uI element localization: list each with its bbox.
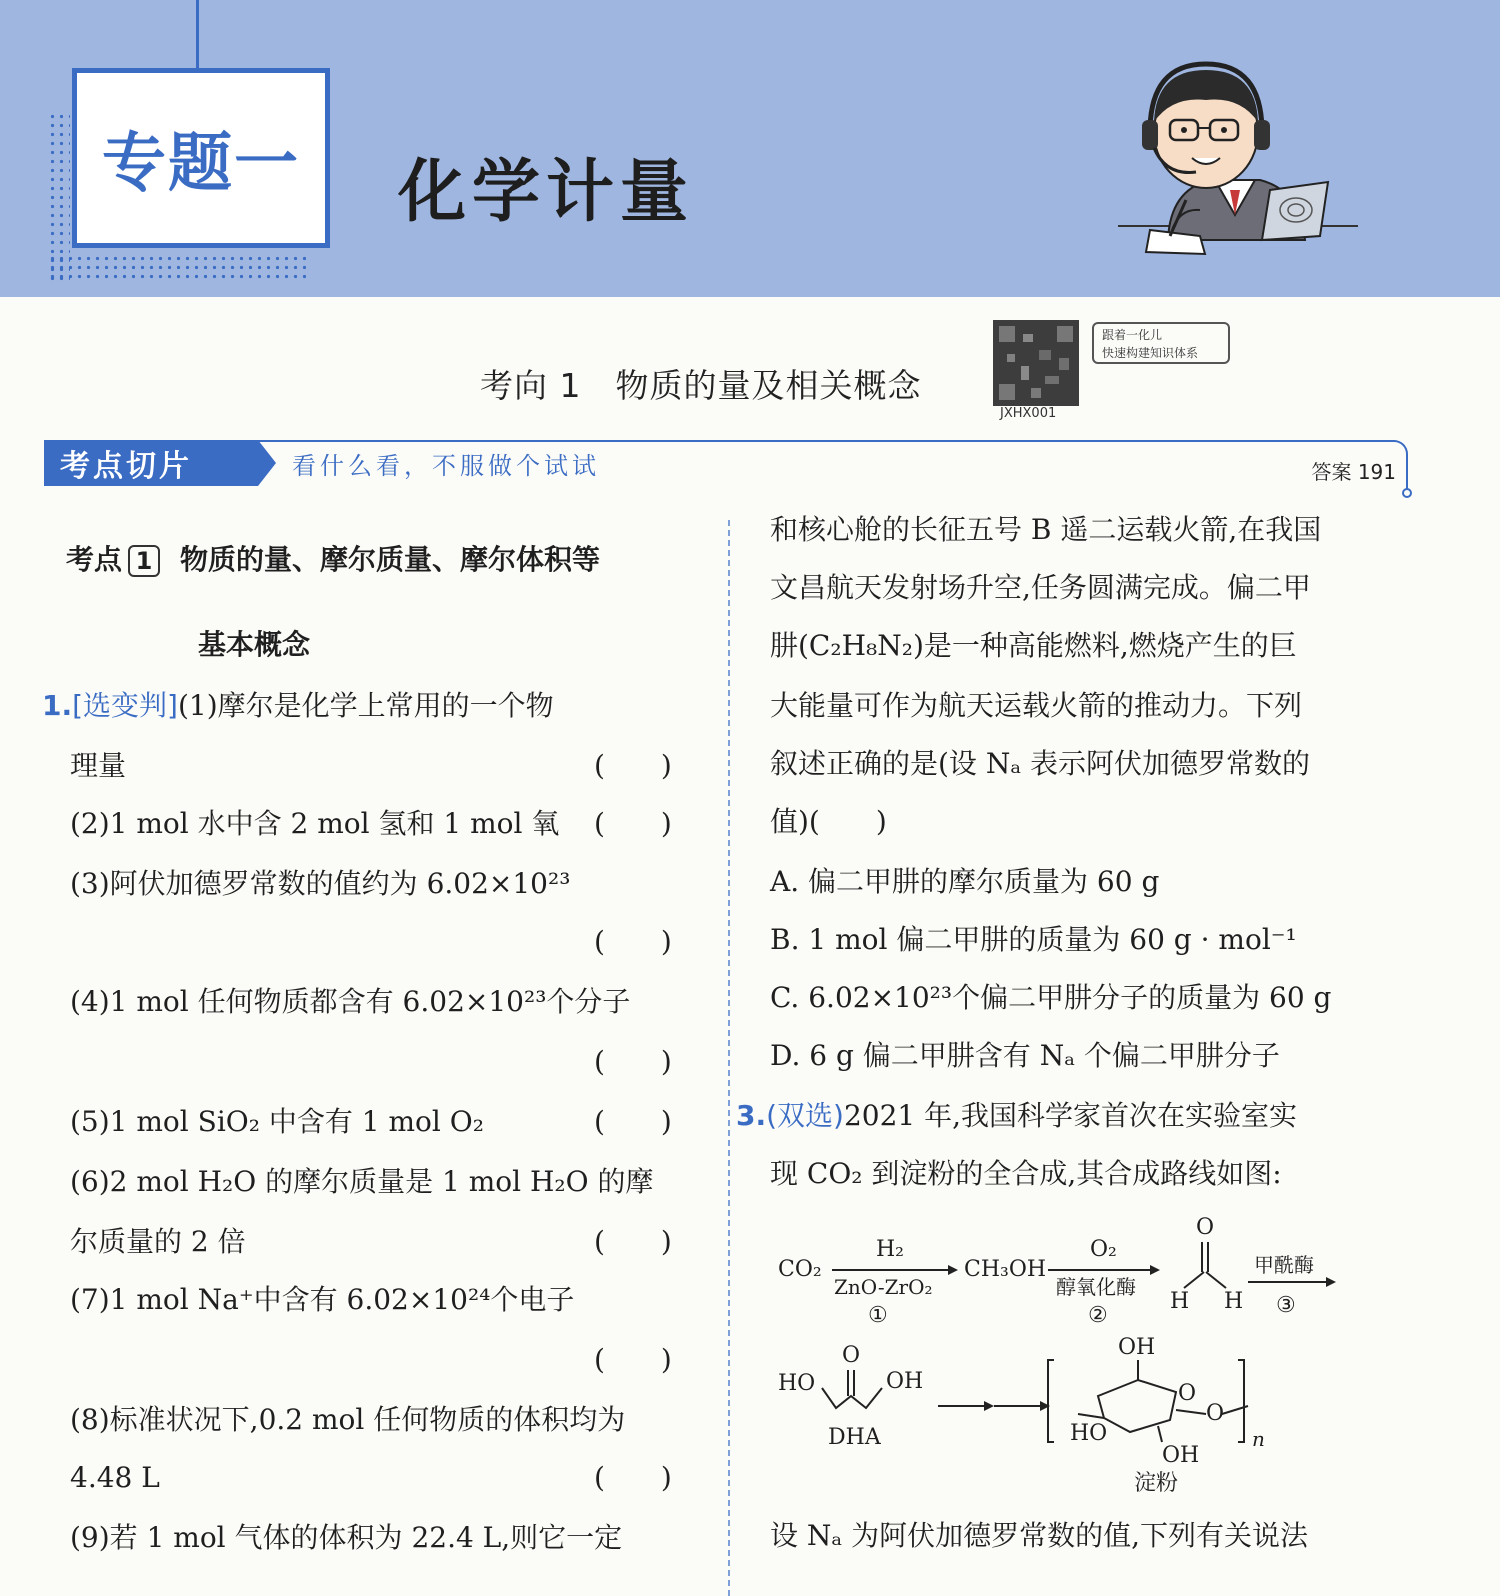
qr-tip-line: 跟着一化儿 (1102, 328, 1163, 342)
kaodian-slogan: 看什么看，不服做个试试 (292, 452, 600, 480)
column-divider (728, 520, 730, 1596)
starch-ring-o: O (1178, 1381, 1197, 1406)
qr-code-icon[interactable] (993, 320, 1079, 406)
dha-label: DHA (828, 1425, 881, 1450)
kaodian-title: 物质的量、摩尔质量、摩尔体积等 (180, 543, 601, 576)
question-text: (1)摩尔是化学上常用的一个物 (177, 689, 554, 722)
question-text: (2)1 mol 水中含 2 mol 氢和 1 mol 氧 (70, 807, 560, 840)
qr-code-id: JXHX001 (1000, 406, 1057, 421)
bar-end-dot (1402, 488, 1412, 498)
option-c[interactable]: C. 6.02×10²³个偏二甲肼分子的质量为 60 g (770, 981, 1332, 1014)
question-text: 2021 年,我国科学家首次在实验室实 (843, 1099, 1298, 1132)
question-text: 4.48 L (70, 1461, 160, 1494)
question-number: 1. (42, 689, 73, 722)
enzyme-2-label: 醇氧化酶 (1056, 1275, 1136, 1299)
question-text: 值)( ) (770, 805, 887, 838)
enzyme-3-label: 甲酰酶 (1254, 1253, 1314, 1277)
topic-label-box (72, 68, 330, 248)
topic-label: 专题一 (102, 127, 300, 201)
question-text: 理量 (70, 749, 127, 782)
question-tag: [选变判] (72, 689, 178, 722)
h2-label: H₂ (876, 1237, 905, 1262)
question-text: (9)若 1 mol 气体的体积为 22.4 L,则它一定 (70, 1521, 623, 1554)
kaodian-number: 1 (128, 545, 160, 577)
ch3oh-label: CH₃OH (964, 1257, 1047, 1282)
dha-carbonyl-o: O (842, 1343, 861, 1368)
header-banner (0, 0, 1500, 297)
question-text: (7)1 mol Na⁺中含有 6.02×10²⁴个电子 (70, 1283, 575, 1316)
question-text: (8)标准状况下,0.2 mol 任何物质的体积均为 (70, 1403, 626, 1436)
catalyst-1-label: ZnO-ZrO₂ (834, 1275, 933, 1299)
question-text: 和核心舱的长征五号 B 遥二运载火箭,在我国 (770, 513, 1322, 546)
question-text: (3)阿伏加德罗常数的值约为 6.02×10²³ (70, 867, 571, 900)
dot-pattern (48, 254, 306, 280)
starch-label: 淀粉 (1134, 1471, 1179, 1496)
question-text: 设 Nₐ 为阿伏加德罗常数的值,下列有关说法 (770, 1519, 1309, 1552)
answer-blank[interactable]: ( ) (594, 807, 672, 840)
kaodian-title-cont: 基本概念 (198, 628, 311, 661)
question-number: 3. (736, 1099, 767, 1132)
answer-blank[interactable]: ( ) (594, 1461, 672, 1494)
question-text: (5)1 mol SiO₂ 中含有 1 mol O₂ (70, 1105, 484, 1138)
question-text: 文昌航天发射场升空,任务圆满完成。偏二甲 (770, 571, 1311, 604)
kaodian-bar (44, 440, 1414, 492)
formaldehyde-h-right: H (1224, 1289, 1244, 1314)
qr-tip-line: 快速构建知识体系 (1102, 346, 1199, 360)
polymer-n-label: n (1252, 1427, 1265, 1451)
step-2-label: ② (1088, 1303, 1108, 1328)
step-3-label: ③ (1276, 1293, 1296, 1318)
formaldehyde-o: O (1196, 1215, 1215, 1240)
answer-blank[interactable]: ( ) (594, 1225, 672, 1258)
starch-ho-label: HO (1070, 1421, 1108, 1446)
step-1-label: ① (868, 1303, 888, 1328)
kaodian-label-arrow (258, 440, 276, 486)
kaodian-label: 考点切片 (44, 440, 258, 486)
starch-oh-top: OH (1118, 1335, 1156, 1360)
page-title: 化学计量 (398, 153, 695, 232)
kaodian-prefix: 考点 (66, 543, 123, 576)
answer-blank[interactable]: ( ) (594, 749, 672, 782)
question-text: 大能量可作为航天运载火箭的推动力。下列 (770, 689, 1303, 722)
question-text: 叙述正确的是(设 Nₐ 表示阿伏加德罗常数的 (770, 747, 1311, 780)
starch-link-o: O (1206, 1401, 1225, 1426)
option-d[interactable]: D. 6 g 偏二甲肼含有 Nₐ 个偏二甲肼分子 (770, 1039, 1280, 1072)
bleed-through-text (560, 36, 868, 67)
question-text: 尔质量的 2 倍 (70, 1225, 246, 1258)
o2-label: O₂ (1090, 1237, 1117, 1262)
answer-blank[interactable]: ( ) (594, 925, 672, 958)
co2-label: CO₂ (778, 1257, 822, 1282)
question-text: (6)2 mol H₂O 的摩尔质量是 1 mol H₂O 的摩 (70, 1165, 654, 1198)
starch-oh-bottom: OH (1162, 1443, 1200, 1468)
question-text: (4)1 mol 任何物质都含有 6.02×10²³个分子 (70, 985, 631, 1018)
teacher-mascot-illustration (1110, 40, 1370, 270)
header-connector-line (196, 0, 199, 68)
answer-blank[interactable]: ( ) (594, 1343, 672, 1376)
option-a[interactable]: A. 偏二甲肼的摩尔质量为 60 g (770, 865, 1160, 898)
dha-ho-label: HO (778, 1371, 816, 1396)
dha-oh-label: OH (886, 1369, 924, 1394)
question-1-line (42, 686, 554, 726)
question-3-line (736, 1096, 1297, 1136)
qr-tip-box (1092, 322, 1230, 364)
question-text: 肼(C₂H₈N₂)是一种高能燃料,燃烧产生的巨 (770, 629, 1297, 662)
formaldehyde-h-left: H (1170, 1289, 1190, 1314)
answer-blank[interactable]: ( ) (594, 1045, 672, 1078)
synthesis-route-diagram (778, 1210, 1378, 1510)
question-text: 现 CO₂ 到淀粉的全合成,其合成路线如图: (770, 1157, 1282, 1190)
question-tag: (双选) (766, 1099, 844, 1132)
section-title: 考向 1 物质的量及相关概念 (480, 366, 922, 405)
answer-page-ref: 答案 191 (1311, 460, 1396, 484)
answer-blank[interactable]: ( ) (594, 1105, 672, 1138)
option-b[interactable]: B. 1 mol 偏二甲肼的质量为 60 g · mol⁻¹ (770, 923, 1297, 956)
kaodian-heading (66, 540, 600, 580)
